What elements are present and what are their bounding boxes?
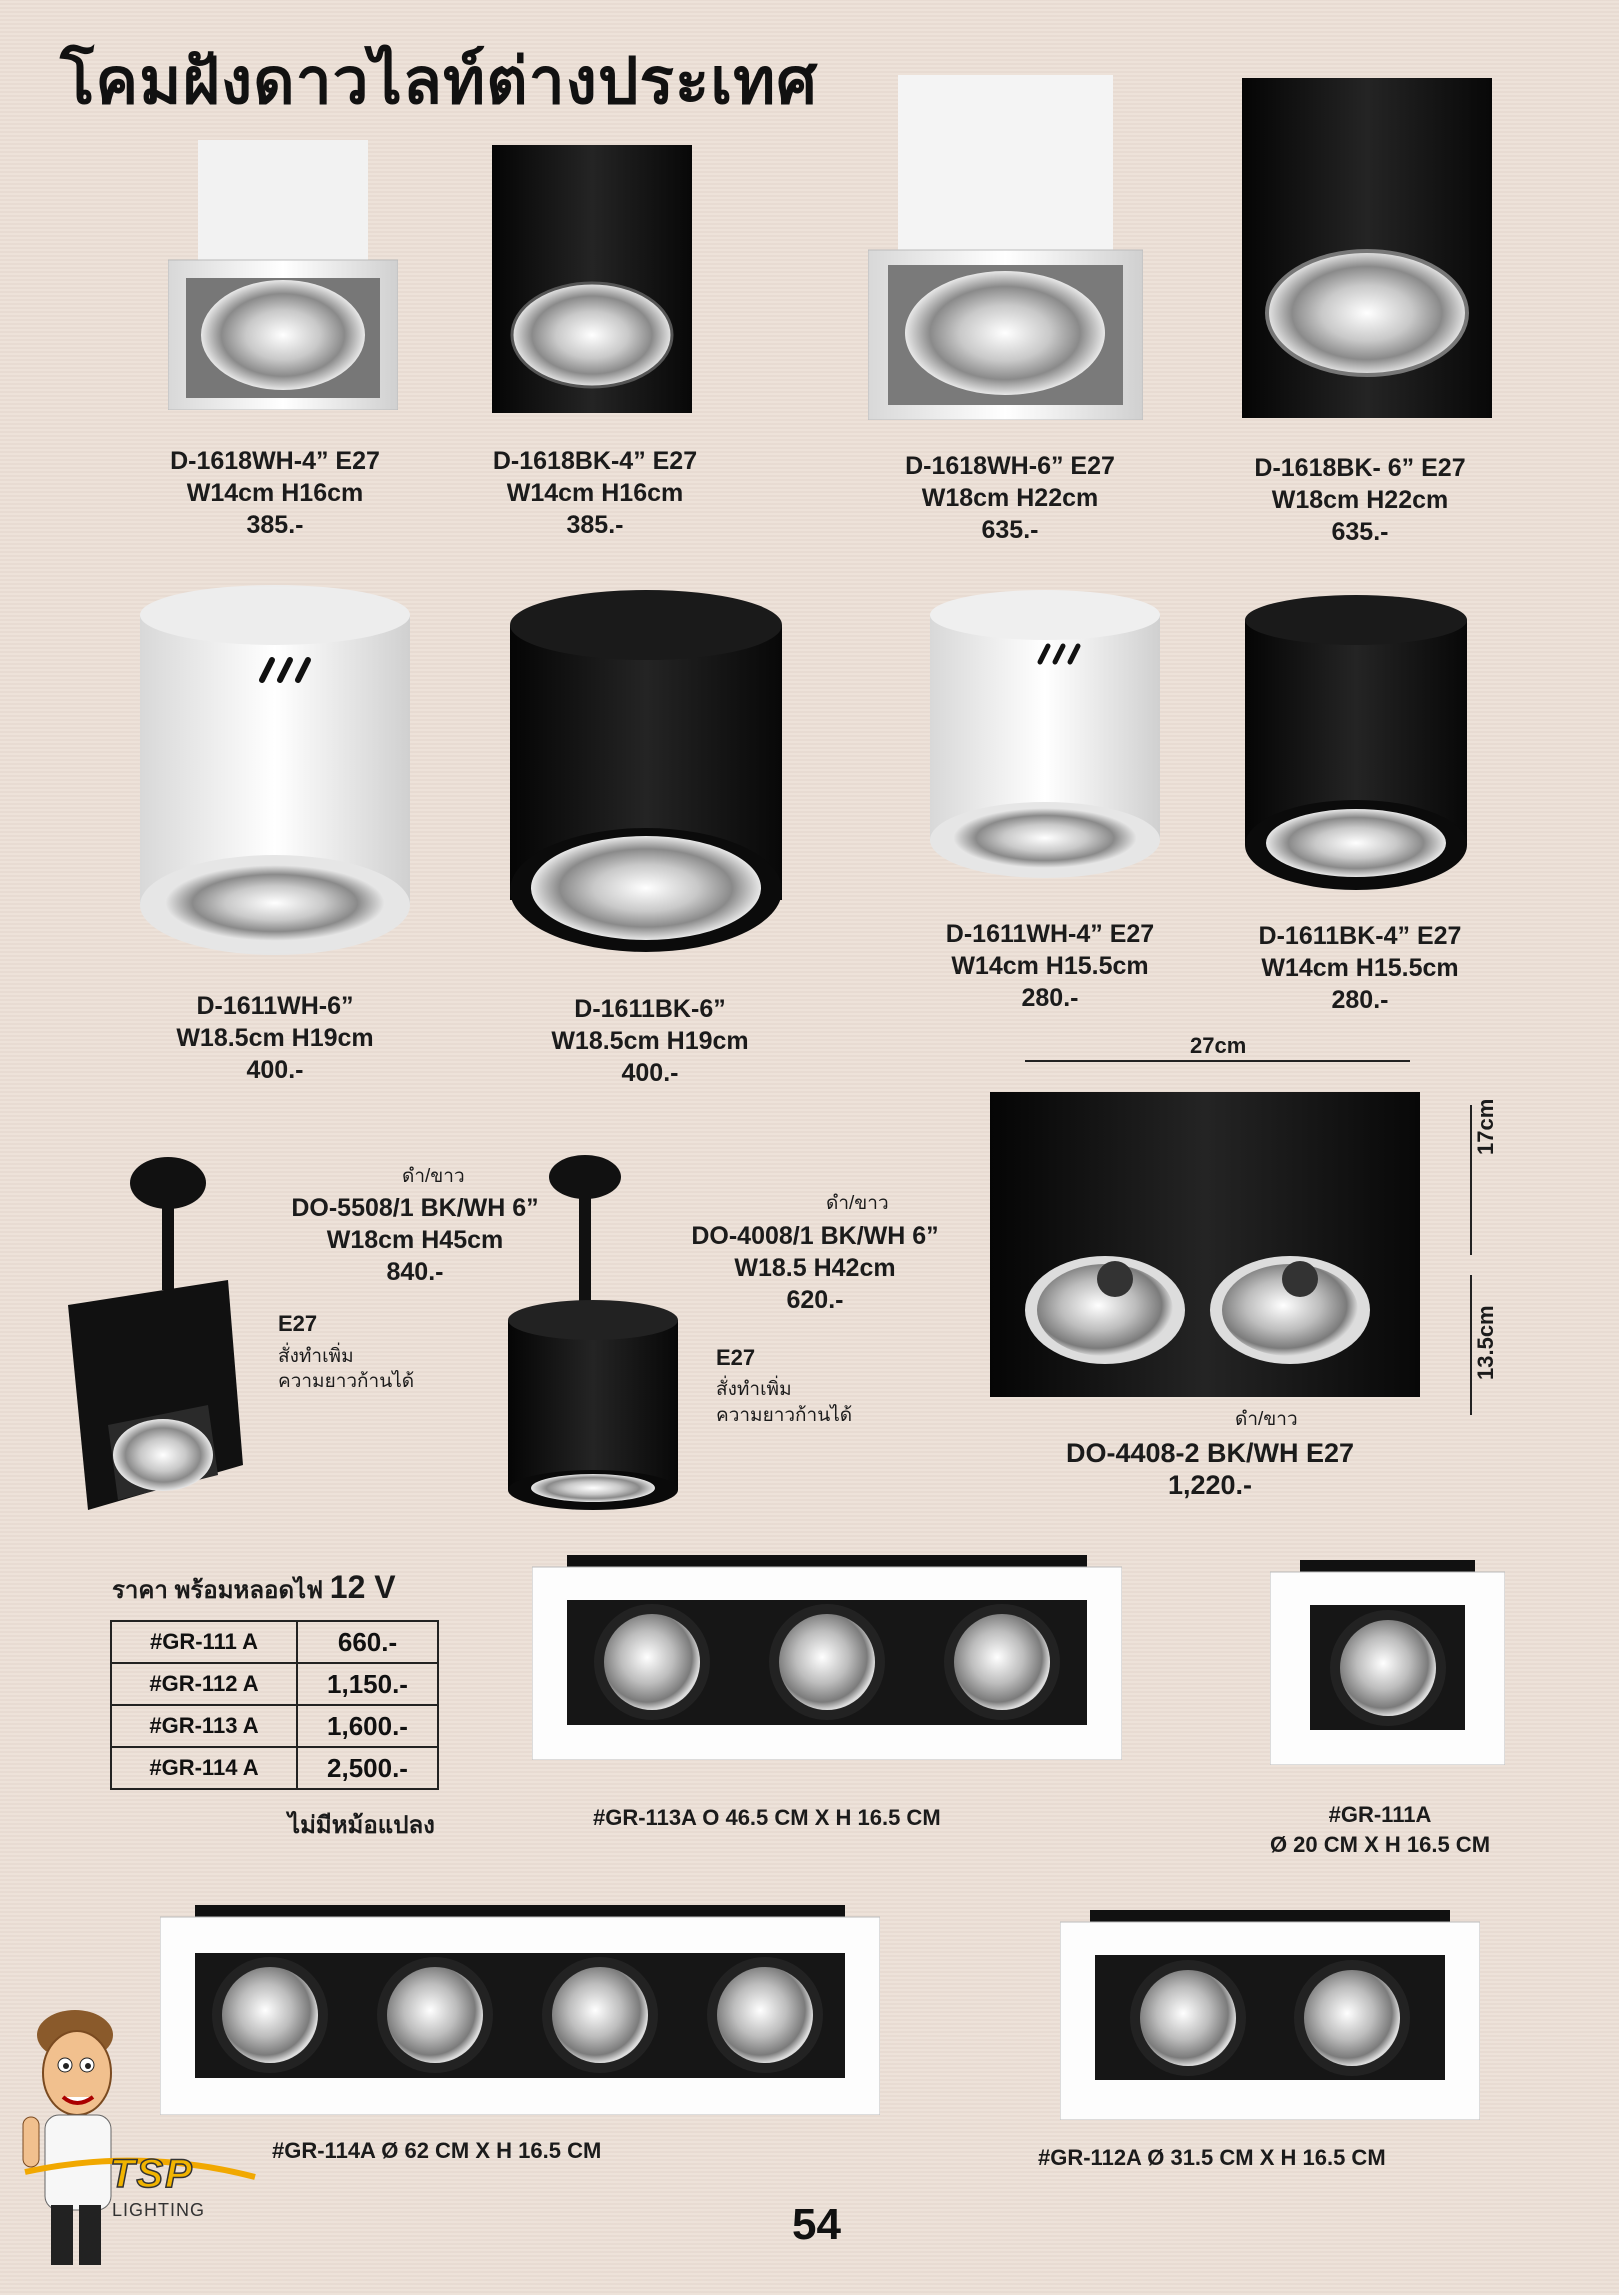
cylinder-downlight-black-6-image xyxy=(510,590,782,960)
product-price: 280.- xyxy=(1331,986,1389,1014)
product-size: W14cm H16cm xyxy=(506,479,684,507)
product-size: W14cm H15.5cm xyxy=(1261,954,1459,982)
product-model: D-1618WH-6” E27 xyxy=(905,452,1115,480)
product-model: DO-4408-2 BK/WH E27 xyxy=(1065,1438,1355,1468)
product-caption-do4008 xyxy=(640,1220,990,1316)
grille-gr114a-image xyxy=(160,1905,880,2115)
square-downlight-white-6-image xyxy=(868,75,1143,420)
product-price: 1,220.- xyxy=(1167,1470,1253,1500)
brand-logo-subtext: LIGHTING xyxy=(112,2200,206,2220)
price-heading-label: ราคา พร้อมหลอดไฟ xyxy=(112,1577,324,1604)
product-model: D-1611WH-6” xyxy=(196,992,354,1020)
product-caption-d1618bk4 xyxy=(460,445,730,541)
product-caption-do4408 xyxy=(1020,1437,1400,1501)
table-row xyxy=(111,1705,438,1747)
product-size: W18.5cm H19cm xyxy=(551,1027,749,1055)
product-size: W14cm H15.5cm xyxy=(951,952,1149,980)
page-number: 54 xyxy=(792,2200,841,2249)
pendant1-note-line2: ความยาวก้านได้ xyxy=(278,1371,415,1392)
grille-gr111-code: #GR-111A xyxy=(1328,1802,1432,1827)
cylinder-downlight-white-4-image xyxy=(930,590,1160,880)
page-title: โคมฝังดาวไลท์ต่างประเทศ xyxy=(60,44,818,119)
pendant1-note-line1: สั่งทำเพิ่ม xyxy=(278,1346,354,1367)
grille-gr111a-image xyxy=(1270,1560,1505,1765)
twin-width-label: 27cm xyxy=(1190,1033,1247,1058)
cylinder-downlight-black-4-image xyxy=(1245,595,1467,895)
product-model: DO-4008/1 BK/WH 6” xyxy=(691,1222,939,1250)
product-caption-d1611bk6 xyxy=(510,993,790,1089)
cylinder-downlight-white-6-image xyxy=(140,585,410,955)
product-size: W18cm H45cm xyxy=(326,1226,504,1254)
product-model: D-1611BK-4” E27 xyxy=(1258,922,1462,950)
square-downlight-white-4-image xyxy=(168,140,398,410)
grille-gr111-size: Ø 20 CM X H 16.5 CM xyxy=(1269,1832,1491,1857)
table-cell-code: #GR-114 A xyxy=(111,1747,297,1789)
pendant2-color-note: ดำ/ขาว xyxy=(826,1193,889,1214)
grille-gr112-caption: #GR-112A Ø 31.5 CM X H 16.5 CM xyxy=(1038,2145,1386,2170)
product-price: 620.- xyxy=(786,1286,844,1314)
pendant1-socket: E27 xyxy=(278,1311,318,1336)
product-caption-d1611wh6 xyxy=(140,990,410,1086)
product-size: W18.5 H42cm xyxy=(734,1254,896,1282)
product-price: 635.- xyxy=(981,516,1039,544)
mascot-illustration xyxy=(15,2005,135,2275)
product-caption-d1611bk4 xyxy=(1220,920,1500,1016)
product-model: D-1618WH-4” E27 xyxy=(170,447,380,475)
product-model: D-1611BK-6” xyxy=(574,995,726,1023)
grille-gr111-caption xyxy=(1210,1800,1550,1860)
product-caption-d1611wh4 xyxy=(910,918,1190,1014)
pendant-round-black-image xyxy=(500,1155,680,1515)
product-caption-d1618wh4 xyxy=(140,445,410,541)
product-size: W18.5cm H19cm xyxy=(176,1024,374,1052)
product-price: 635.- xyxy=(1331,518,1389,546)
pendant1-color-note: ดำ/ขาว xyxy=(402,1166,465,1187)
table-cell-price: 660.- xyxy=(297,1621,438,1663)
table-cell-code: #GR-112 A xyxy=(111,1663,297,1705)
product-price: 400.- xyxy=(621,1059,679,1087)
twin-downlight-box-image xyxy=(990,1092,1420,1397)
product-size: W18cm H22cm xyxy=(921,484,1099,512)
table-row xyxy=(111,1747,438,1789)
pendant2-note-line2: ความยาวก้านได้ xyxy=(716,1405,853,1426)
product-caption-d1618bk6 xyxy=(1220,452,1500,548)
pendant2-socket: E27 xyxy=(716,1345,756,1370)
product-model: DO-5508/1 BK/WH 6” xyxy=(291,1194,539,1222)
product-model: D-1618BK-4” E27 xyxy=(492,447,698,475)
product-model: D-1618BK- 6” E27 xyxy=(1254,454,1466,482)
grille-gr114-caption: #GR-114A Ø 62 CM X H 16.5 CM xyxy=(272,2138,602,2163)
price-heading-voltage: 12 V xyxy=(329,1569,396,1605)
product-price: 840.- xyxy=(386,1258,444,1286)
table-cell-price: 2,500.- xyxy=(297,1747,438,1789)
table-cell-code: #GR-111 A xyxy=(111,1621,297,1663)
grille-gr112a-image xyxy=(1060,1910,1480,2120)
grille-gr113a-image xyxy=(532,1555,1122,1760)
twin-color-note: ดำ/ขาว xyxy=(1235,1409,1298,1430)
square-downlight-black-6-image xyxy=(1242,78,1492,418)
grille-gr113-caption: #GR-113A O 46.5 CM X H 16.5 CM xyxy=(593,1805,941,1830)
product-price: 385.- xyxy=(246,511,304,539)
square-downlight-black-4-image xyxy=(492,145,692,413)
table-row xyxy=(111,1663,438,1705)
brand-logo-text: TSP xyxy=(110,2152,194,2196)
table-row xyxy=(111,1621,438,1663)
twin-height-label: 17cm xyxy=(1473,1098,1498,1155)
price-table-heading xyxy=(112,1569,396,1606)
table-cell-price: 1,150.- xyxy=(297,1663,438,1705)
product-size: W14cm H16cm xyxy=(186,479,364,507)
table-cell-price: 1,600.- xyxy=(297,1705,438,1747)
price-table xyxy=(110,1620,439,1790)
product-caption-d1618wh6 xyxy=(870,450,1150,546)
product-size: W18cm H22cm xyxy=(1271,486,1449,514)
product-price: 400.- xyxy=(246,1056,304,1084)
table-cell-code: #GR-113 A xyxy=(111,1705,297,1747)
product-model: D-1611WH-4” E27 xyxy=(945,920,1155,948)
pendant2-note-line1: สั่งทำเพิ่ม xyxy=(716,1379,792,1400)
product-price: 385.- xyxy=(566,511,624,539)
twin-depth-label: 13.5cm xyxy=(1473,1305,1498,1380)
price-table-footer: ไม่มีหม้อแปลง xyxy=(288,1812,435,1839)
product-price: 280.- xyxy=(1021,984,1079,1012)
